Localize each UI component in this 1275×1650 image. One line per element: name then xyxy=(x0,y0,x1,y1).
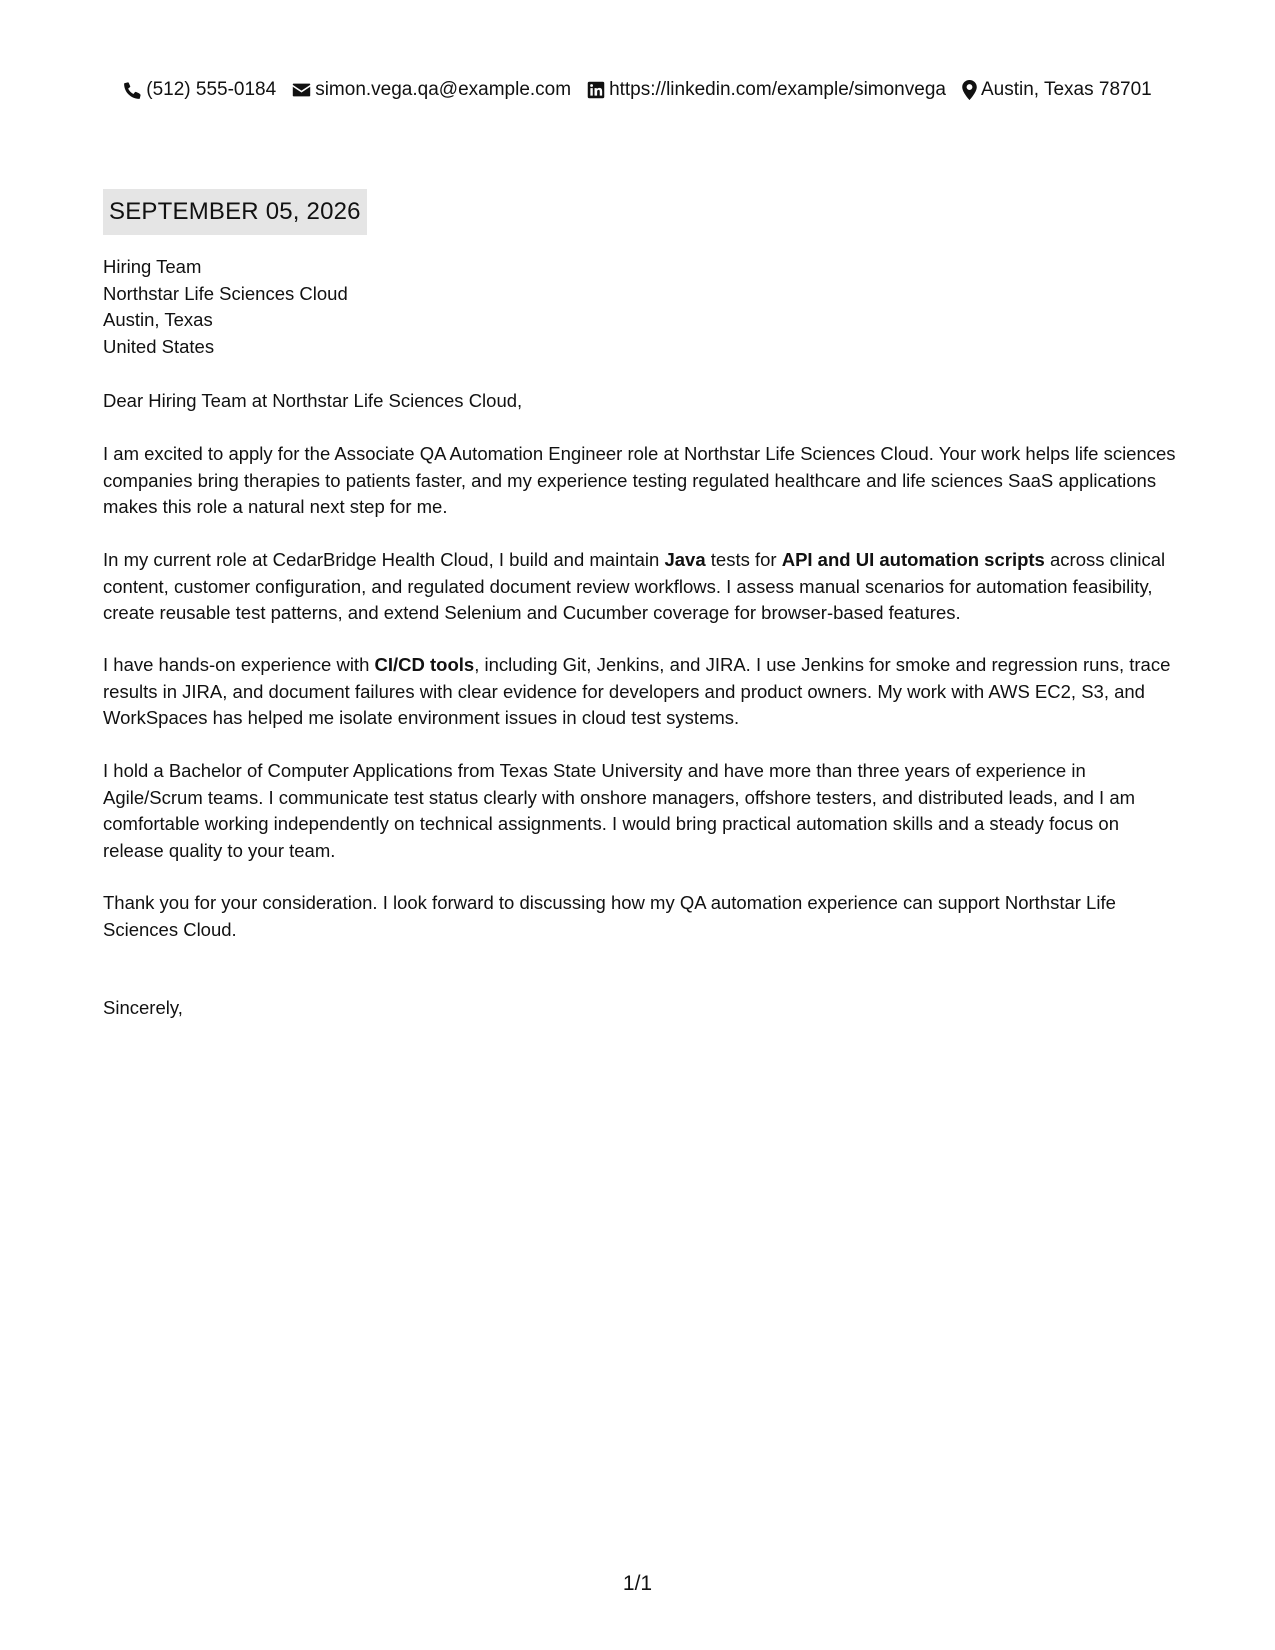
email-text[interactable]: simon.vega.qa@example.com xyxy=(315,79,572,100)
contact-location xyxy=(962,77,1152,103)
recipient-city: Austin, Texas xyxy=(103,309,213,330)
location-text: Austin, Texas 78701 xyxy=(980,79,1152,100)
letter-date: SEPTEMBER 05, 2026 xyxy=(103,189,367,235)
bold-text: Java xyxy=(664,549,706,570)
page-number: 1/1 xyxy=(622,1572,653,1595)
phone-text: (512) 555-0184 xyxy=(146,79,277,100)
paragraph-closing: Thank you for your consideration. I look forward to discussing how my QA automation experience can support Northstar Life Sciences Cloud. xyxy=(103,892,1116,940)
contact-bar xyxy=(0,77,1275,103)
sign-off: Sincerely, xyxy=(103,997,183,1018)
recipient-block xyxy=(103,254,348,360)
paragraph-intro: I am excited to apply for the Associate QA Automation Engineer role at Northstar Life Sciences Cloud. Your work helps life sciences companies bring therapies to patients faster, and my experience testing regulated healthcare and life sciences SaaS applications makes this role a natural next step for me. xyxy=(103,443,1176,517)
paragraph-education: I hold a Bachelor of Computer Applications from Texas State University and have more than three years of experience in Agile/Scrum teams. I communicate test status clearly with onshore managers, offshore testers, and distributed leads, and I am comfortable working independently on technical assignments. I would bring practical automation skills and a steady focus on release quality to your team. xyxy=(103,760,1136,861)
linkedin-icon xyxy=(587,81,605,99)
contact-phone xyxy=(123,77,276,103)
paragraph-text: across clinical content, customer configuration, and regulated document review workflows. I assess manual scenarios for automation feasibility, create reusable test patterns, and extend Selenium and Cucumber coverage for browser-based features. xyxy=(103,549,1166,623)
bold-text: CI/CD tools xyxy=(374,654,475,675)
paragraph-text: , including Git, Jenkins, and JIRA. I use Jenkins for smoke and regression runs, trace results in JIRA, and document failures with clear evidence for developers and product owners. My work with AWS EC2, S3, and WorkSpaces has helped me isolate environment issues in cloud test systems. xyxy=(103,654,1171,728)
paragraph-tools xyxy=(103,652,1183,732)
paragraph-experience xyxy=(103,547,1183,627)
contact-email[interactable] xyxy=(292,77,571,103)
bold-text: API and UI automation scripts xyxy=(781,549,1045,570)
phone-icon xyxy=(123,81,142,100)
map-pin-icon xyxy=(962,80,977,100)
linkedin-text[interactable]: https://linkedin.com/example/simonvega xyxy=(609,79,946,100)
recipient-country: United States xyxy=(103,335,215,357)
paragraph-text: tests for xyxy=(705,549,782,570)
contact-linkedin[interactable] xyxy=(587,77,946,103)
paragraph-text: I have hands-on experience with xyxy=(103,654,375,675)
recipient-name: Hiring Team xyxy=(103,256,202,277)
paragraph-text: In my current role at CedarBridge Health Cloud, I build and maintain xyxy=(103,549,665,570)
envelope-icon xyxy=(292,82,311,98)
salutation: Dear Hiring Team at Northstar Life Sciences Cloud, xyxy=(103,390,523,411)
recipient-company: Northstar Life Sciences Cloud xyxy=(103,282,348,304)
